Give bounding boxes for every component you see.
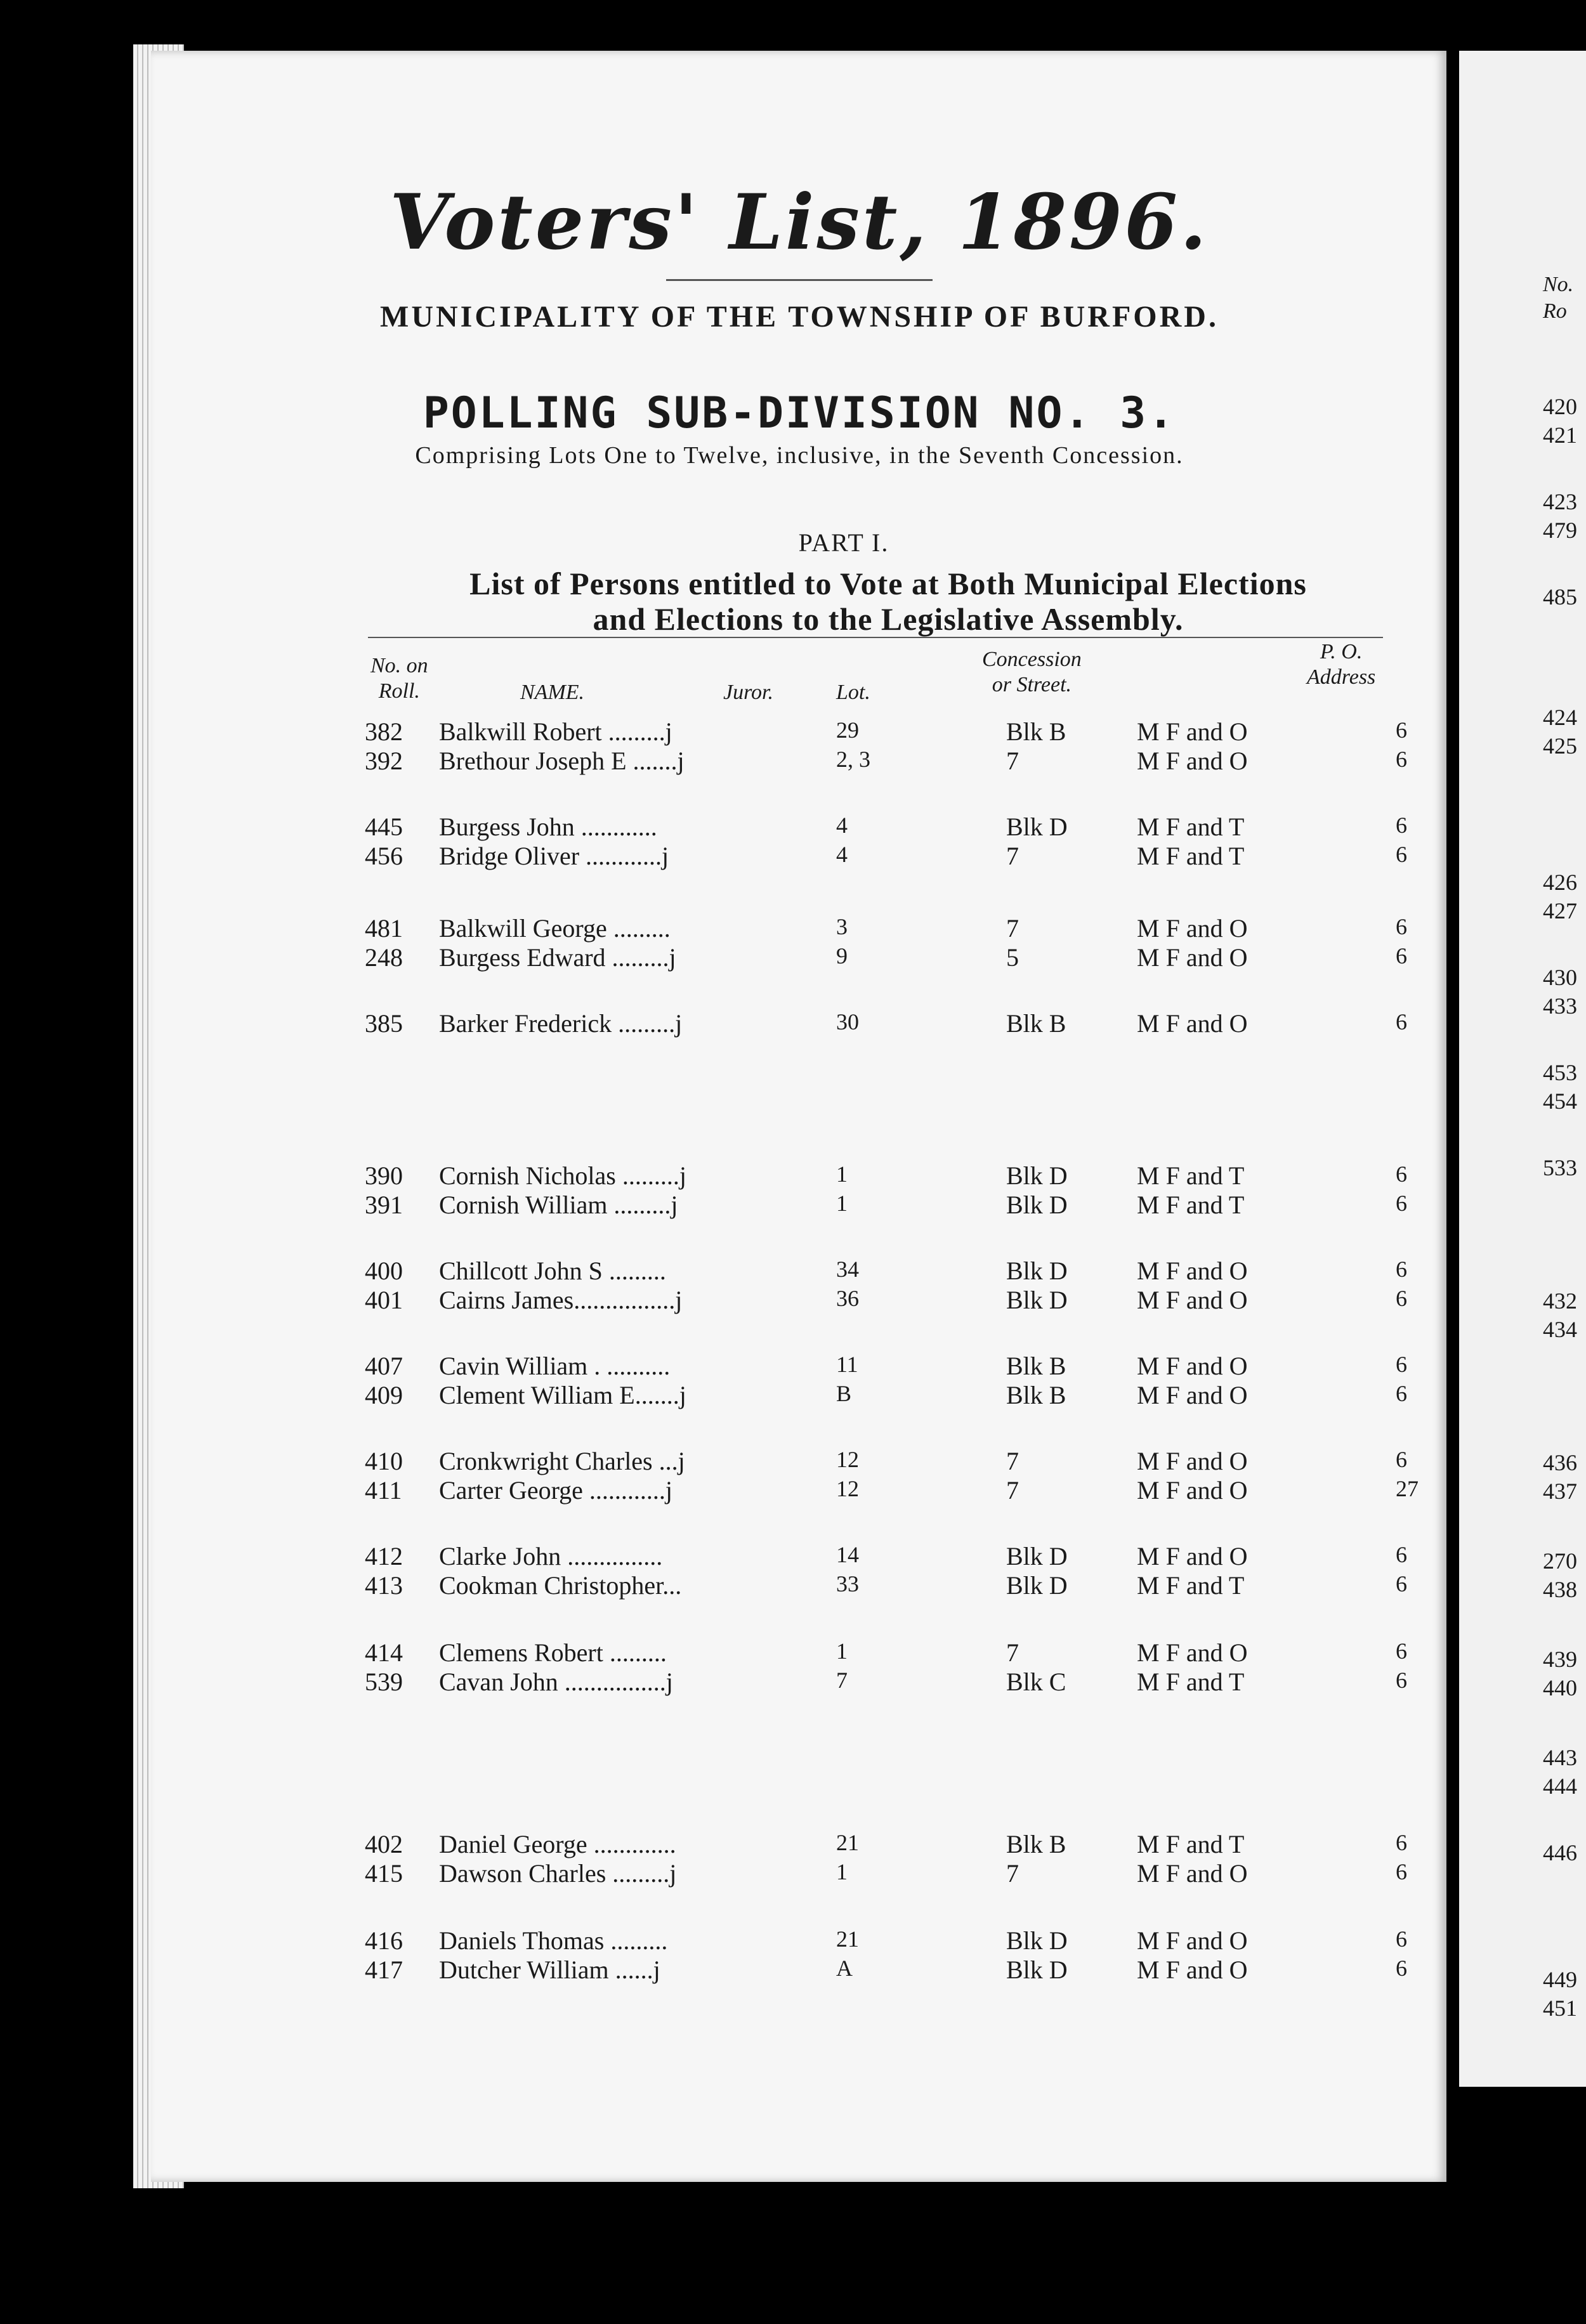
row-qual: M F and T (1137, 842, 1245, 870)
row-qual: M F and O (1137, 1381, 1248, 1409)
list-heading-line-1: List of Persons entitled to Vote at Both Municipal Elections (469, 566, 1307, 601)
row-qual: M F and O (1137, 1447, 1248, 1475)
row-address: 6 (1396, 717, 1407, 743)
row-concession: Blk B (1006, 1352, 1066, 1380)
row-address: 6 (1396, 1286, 1407, 1311)
row-concession: 7 (1006, 914, 1019, 943)
row-qual: M F and T (1137, 813, 1245, 841)
row-qual: M F and O (1137, 1476, 1248, 1505)
next-page-roll-number: 437 (1543, 1479, 1577, 1504)
col-header-lot: Lot. (836, 681, 870, 704)
row-lot: A (836, 1955, 853, 1981)
row-qual: M F and T (1137, 1191, 1245, 1219)
row-name: Clemens Robert ......... (439, 1638, 667, 1667)
row-concession: 7 (1006, 842, 1019, 870)
row-lot: 3 (836, 914, 848, 939)
next-page-roll-number: 438 (1543, 1577, 1577, 1602)
row-address: 6 (1396, 842, 1407, 867)
voters-list-page (151, 51, 1446, 2182)
row-roll: 410 (365, 1447, 403, 1475)
row-address: 6 (1396, 1447, 1407, 1472)
row-lot: 1 (836, 1161, 848, 1187)
row-name: Clarke John ............... (439, 1542, 663, 1570)
row-concession: Blk C (1006, 1668, 1066, 1696)
row-qual: M F and O (1137, 1926, 1248, 1955)
row-concession: Blk D (1006, 1257, 1068, 1285)
row-roll: 539 (365, 1668, 403, 1696)
row-name: Dutcher William ......j (439, 1955, 660, 1984)
row-lot: 36 (836, 1286, 859, 1311)
col-header-name: NAME. (520, 681, 585, 704)
row-qual: M F and O (1137, 717, 1248, 746)
row-name: Dawson Charles .........j (439, 1859, 677, 1888)
row-lot: 2, 3 (836, 747, 870, 772)
next-page-roll-number: 426 (1543, 870, 1577, 895)
row-concession: Blk D (1006, 813, 1068, 841)
row-name: Chillcott John S ......... (439, 1257, 666, 1285)
row-qual: M F and O (1137, 1955, 1248, 1984)
list-heading (355, 566, 1421, 637)
row-address: 6 (1396, 1009, 1407, 1035)
col-header-juror: Juror. (723, 681, 774, 704)
row-name: Carter George ............j (439, 1476, 673, 1505)
row-roll: 248 (365, 943, 403, 972)
row-name: Barker Frederick .........j (439, 1009, 683, 1038)
row-address: 6 (1396, 914, 1407, 939)
row-concession: Blk D (1006, 1571, 1068, 1600)
part-heading: PART I. (798, 528, 889, 557)
next-page-roll-number: 423 (1543, 489, 1577, 514)
next-page-roll-number: 533 (1543, 1155, 1577, 1180)
next-page-roll-number: 443 (1543, 1745, 1577, 1770)
row-concession: Blk B (1006, 1009, 1066, 1038)
row-address: 6 (1396, 813, 1407, 838)
row-qual: M F and O (1137, 1638, 1248, 1667)
row-qual: M F and O (1137, 1257, 1248, 1285)
row-qual: M F and T (1137, 1668, 1245, 1696)
next-page-roll-number: 485 (1543, 584, 1577, 610)
comprising-note: Comprising Lots One to Twelve, inclusive, in the Seventh Concession. (415, 442, 1184, 469)
next-page-roll-number: 430 (1543, 965, 1577, 990)
row-qual: M F and O (1137, 1859, 1248, 1888)
row-roll: 411 (365, 1476, 402, 1505)
next-page-roll-number: 451 (1543, 1995, 1577, 2021)
row-roll: 382 (365, 717, 403, 746)
row-qual: M F and O (1137, 1286, 1248, 1314)
next-page-roll-number: 270 (1543, 1548, 1577, 1574)
row-lot: 1 (836, 1191, 848, 1216)
row-name: Clement William E.......j (439, 1381, 686, 1409)
next-page-roll-number: 420 (1543, 394, 1577, 419)
row-concession: Blk B (1006, 717, 1066, 746)
row-roll: 416 (365, 1926, 403, 1955)
row-lot: 14 (836, 1542, 859, 1567)
row-roll: 402 (365, 1830, 403, 1858)
row-name: Bridge Oliver ............j (439, 842, 669, 870)
next-page-roll-number: 440 (1543, 1675, 1577, 1701)
row-roll: 481 (365, 914, 403, 943)
row-concession: 7 (1006, 1638, 1019, 1667)
row-roll: 412 (365, 1542, 403, 1570)
row-concession: 5 (1006, 943, 1019, 972)
row-concession: Blk D (1006, 1542, 1068, 1570)
page-title: Voters' List, 1896. (390, 178, 1209, 267)
row-lot: 7 (836, 1668, 848, 1693)
row-qual: M F and O (1137, 1542, 1248, 1570)
row-roll: 445 (365, 813, 403, 841)
row-lot: 21 (836, 1830, 859, 1855)
row-lot: 11 (836, 1352, 858, 1377)
row-address: 6 (1396, 1859, 1407, 1884)
col-header-address: P. O. Address (1307, 640, 1376, 689)
row-name: Cavin William . .......... (439, 1352, 671, 1380)
row-address: 6 (1396, 1161, 1407, 1187)
next-page-roll-number: 425 (1543, 733, 1577, 759)
row-roll: 409 (365, 1381, 403, 1409)
row-lot: 4 (836, 842, 848, 867)
row-name: Daniels Thomas ......... (439, 1926, 668, 1955)
next-page-roll-number: 434 (1543, 1317, 1577, 1342)
row-lot: 21 (836, 1926, 859, 1952)
row-qual: M F and O (1137, 943, 1248, 972)
row-roll: 415 (365, 1859, 403, 1888)
row-concession: 7 (1006, 747, 1019, 775)
next-page-roll-number: 449 (1543, 1967, 1577, 1992)
next-page-roll-number: 424 (1543, 705, 1577, 730)
row-address: 6 (1396, 1381, 1407, 1406)
next-page-roll-number: 444 (1543, 1773, 1577, 1799)
row-lot: 12 (836, 1447, 859, 1472)
col-header-concession: Concession or Street. (982, 648, 1082, 696)
row-address: 6 (1396, 1352, 1407, 1377)
next-page-header-2: Ro (1543, 299, 1567, 323)
col-header-roll: No. on Roll. (370, 654, 428, 703)
row-address: 6 (1396, 1571, 1407, 1596)
row-name: Cornish William .........j (439, 1191, 678, 1219)
row-roll: 391 (365, 1191, 403, 1219)
row-address: 6 (1396, 1257, 1407, 1282)
row-name: Burgess John ............ (439, 813, 657, 841)
row-qual: M F and O (1137, 747, 1248, 775)
row-name: Cavan John ................j (439, 1668, 673, 1696)
row-address: 27 (1396, 1476, 1419, 1501)
row-address: 6 (1396, 747, 1407, 772)
next-page-roll-number: 427 (1543, 898, 1577, 924)
row-qual: M F and O (1137, 1352, 1248, 1380)
next-page-roll-number: 479 (1543, 518, 1577, 543)
row-lot: B (836, 1381, 852, 1406)
row-lot: 30 (836, 1009, 859, 1035)
row-lot: 1 (836, 1638, 848, 1664)
polling-subdivision-heading: POLLING SUB-DIVISION NO. 3. (423, 388, 1176, 438)
row-name: Cookman Christopher... (439, 1571, 682, 1600)
row-roll: 414 (365, 1638, 403, 1667)
row-address: 6 (1396, 1191, 1407, 1216)
row-lot: 29 (836, 717, 859, 743)
title-rule (666, 279, 933, 281)
row-concession: 7 (1006, 1476, 1019, 1505)
row-lot: 34 (836, 1257, 859, 1282)
row-qual: M F and T (1137, 1161, 1245, 1190)
next-page-roll-number: 432 (1543, 1288, 1577, 1314)
municipality-heading: MUNICIPALITY OF THE TOWNSHIP OF BURFORD. (380, 300, 1219, 334)
row-lot: 33 (836, 1571, 859, 1596)
next-page-header-1: No. (1543, 273, 1574, 296)
next-page-roll-number: 421 (1543, 422, 1577, 448)
row-address: 6 (1396, 1668, 1407, 1693)
row-roll: 392 (365, 747, 403, 775)
row-roll: 417 (365, 1955, 403, 1984)
next-page-roll-number: 454 (1543, 1088, 1577, 1114)
row-name: Balkwill George ......... (439, 914, 671, 943)
row-concession: Blk D (1006, 1955, 1068, 1984)
list-heading-line-2: and Elections to the Legislative Assembly. (593, 601, 1184, 637)
row-name: Brethour Joseph E .......j (439, 747, 685, 775)
next-page-roll-number: 453 (1543, 1060, 1577, 1085)
row-qual: M F and T (1137, 1571, 1245, 1600)
row-name: Cronkwright Charles ...j (439, 1447, 685, 1475)
next-page-roll-number: 439 (1543, 1647, 1577, 1672)
row-roll: 401 (365, 1286, 403, 1314)
heading-rule (368, 637, 1383, 638)
next-page-roll-number: 446 (1543, 1840, 1577, 1865)
row-address: 6 (1396, 943, 1407, 969)
row-name: Cairns James................j (439, 1286, 683, 1314)
row-concession: Blk D (1006, 1286, 1068, 1314)
row-qual: M F and O (1137, 914, 1248, 943)
row-name: Daniel George ............. (439, 1830, 676, 1858)
row-roll: 407 (365, 1352, 403, 1380)
row-address: 6 (1396, 1926, 1407, 1952)
row-name: Cornish Nicholas .........j (439, 1161, 686, 1190)
row-address: 6 (1396, 1638, 1407, 1664)
row-concession: Blk B (1006, 1381, 1066, 1409)
next-page-roll-number: 433 (1543, 993, 1577, 1019)
row-concession: Blk D (1006, 1161, 1068, 1190)
row-roll: 413 (365, 1571, 403, 1600)
row-roll: 400 (365, 1257, 403, 1285)
row-concession: Blk D (1006, 1926, 1068, 1955)
row-roll: 390 (365, 1161, 403, 1190)
row-lot: 1 (836, 1859, 848, 1884)
row-roll: 456 (365, 842, 403, 870)
row-qual: M F and O (1137, 1009, 1248, 1038)
row-name: Burgess Edward .........j (439, 943, 676, 972)
row-concession: 7 (1006, 1859, 1019, 1888)
next-page-fragment (1459, 51, 1586, 2087)
row-concession: Blk D (1006, 1191, 1068, 1219)
row-lot: 9 (836, 943, 848, 969)
row-address: 6 (1396, 1955, 1407, 1981)
row-name: Balkwill Robert .........j (439, 717, 672, 746)
row-lot: 4 (836, 813, 848, 838)
row-qual: M F and T (1137, 1830, 1245, 1858)
next-page-roll-number: 436 (1543, 1450, 1577, 1475)
row-lot: 12 (836, 1476, 859, 1501)
row-address: 6 (1396, 1542, 1407, 1567)
row-concession: Blk B (1006, 1830, 1066, 1858)
row-address: 6 (1396, 1830, 1407, 1855)
row-concession: 7 (1006, 1447, 1019, 1475)
row-roll: 385 (365, 1009, 403, 1038)
